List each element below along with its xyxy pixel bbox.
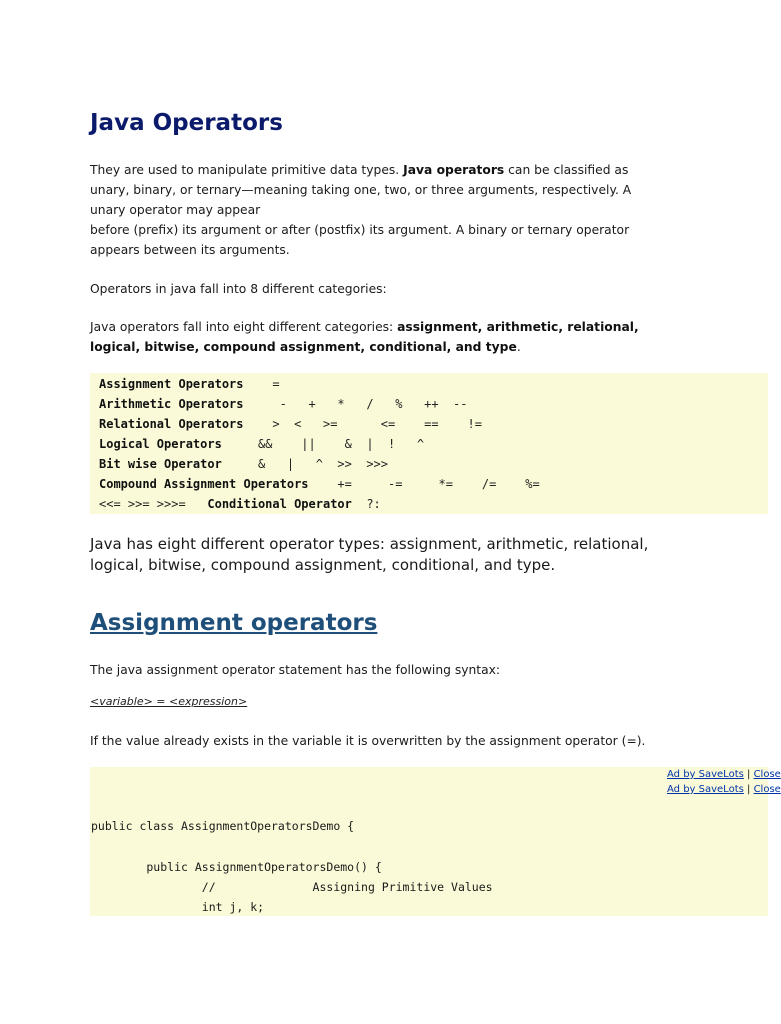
operator-row [99, 454, 388, 474]
intro-line-1 [90, 163, 628, 177]
section-heading[interactable]: Assignment operators [90, 610, 378, 636]
operator-symbols: ?: [351, 497, 381, 511]
ad-close-link[interactable]: Close [753, 769, 781, 780]
code-block [90, 767, 781, 916]
operator-label: Compound Assignment Operators [99, 477, 309, 491]
categories-paragraph [90, 317, 680, 357]
operator-symbols: & | ^ >> >>> [221, 457, 388, 471]
code-line: public AssignmentOperatorsDemo() { [91, 860, 382, 874]
categories-line: Operators in java fall into 8 different categories: [90, 282, 387, 296]
code-line: // Assigning Primitive Values [91, 880, 493, 894]
categories-bold: logical, bitwise, compound assignment, conditional, and type [90, 340, 517, 354]
syntax-intro: The java assignment operator statement has the following syntax: [90, 663, 501, 677]
categories-text: Java operators fall into eight different categories: [90, 320, 398, 334]
intro-text: They are used to manipulate primitive data types. [90, 163, 404, 177]
overwrite-note: If the value already exists in the variable it is overwritten by the assignment operator (=). [90, 734, 646, 748]
ad-close-link[interactable]: Close [753, 784, 781, 795]
operator-label: Logical Operators [99, 437, 222, 451]
intro-line-2: unary, binary, or ternary—meaning taking one, two, or three arguments, respectively. A [90, 183, 632, 197]
operator-symbols: - + * / % ++ -- [243, 397, 468, 411]
operator-symbols: <<= >>= >>>= [99, 497, 208, 511]
intro-paragraph [90, 160, 660, 260]
ad-link[interactable]: Ad by SaveLots [667, 784, 744, 795]
ad-separator: | [743, 784, 754, 795]
intro-line-5: appears between its arguments. [90, 243, 290, 257]
operator-label: Arithmetic Operators [99, 397, 244, 411]
page-title: Java Operators [90, 110, 283, 136]
operator-table [90, 373, 768, 514]
code-line: int j, k; [91, 900, 265, 914]
operator-row [99, 434, 424, 454]
ad-separator: | [743, 769, 754, 780]
ad-link[interactable]: Ad by SaveLots [667, 769, 744, 780]
operator-symbols: += -= *= /= %= [308, 477, 540, 491]
code-line: public class AssignmentOperatorsDemo { [91, 819, 355, 833]
operator-row [99, 494, 381, 514]
ad-banner [667, 769, 781, 780]
operator-label: Relational Operators [99, 417, 244, 431]
operator-row [99, 374, 280, 394]
ad-banner [667, 784, 781, 795]
operator-label: Conditional Operator [207, 497, 352, 511]
categories-bold: assignment, arithmetic, relational, [397, 320, 639, 334]
summary-paragraph: Java has eight different operator types: assignment, arithmetic, relational, logical, bitwise, compound assignment, conditional, and type. [90, 535, 649, 574]
intro-bold: Java operators [403, 163, 505, 177]
categories-text: . [516, 340, 521, 354]
intro-line-3: unary operator may appear [90, 203, 261, 217]
syntax-example: <variable> = <expression> [90, 695, 248, 708]
operator-label: Assignment Operators [99, 377, 244, 391]
operator-row [99, 414, 482, 434]
intro-text: can be classified as [504, 163, 629, 177]
operator-symbols: && || & | ! ^ [221, 437, 425, 451]
operator-symbols: = [243, 377, 280, 391]
operator-row [99, 474, 540, 494]
operator-symbols: > < >= <= == != [243, 417, 482, 431]
operator-row [99, 394, 467, 414]
intro-line-4: before (prefix) its argument or after (postfix) its argument. A binary or ternary operator [90, 223, 630, 237]
operator-label: Bit wise Operator [99, 457, 222, 471]
